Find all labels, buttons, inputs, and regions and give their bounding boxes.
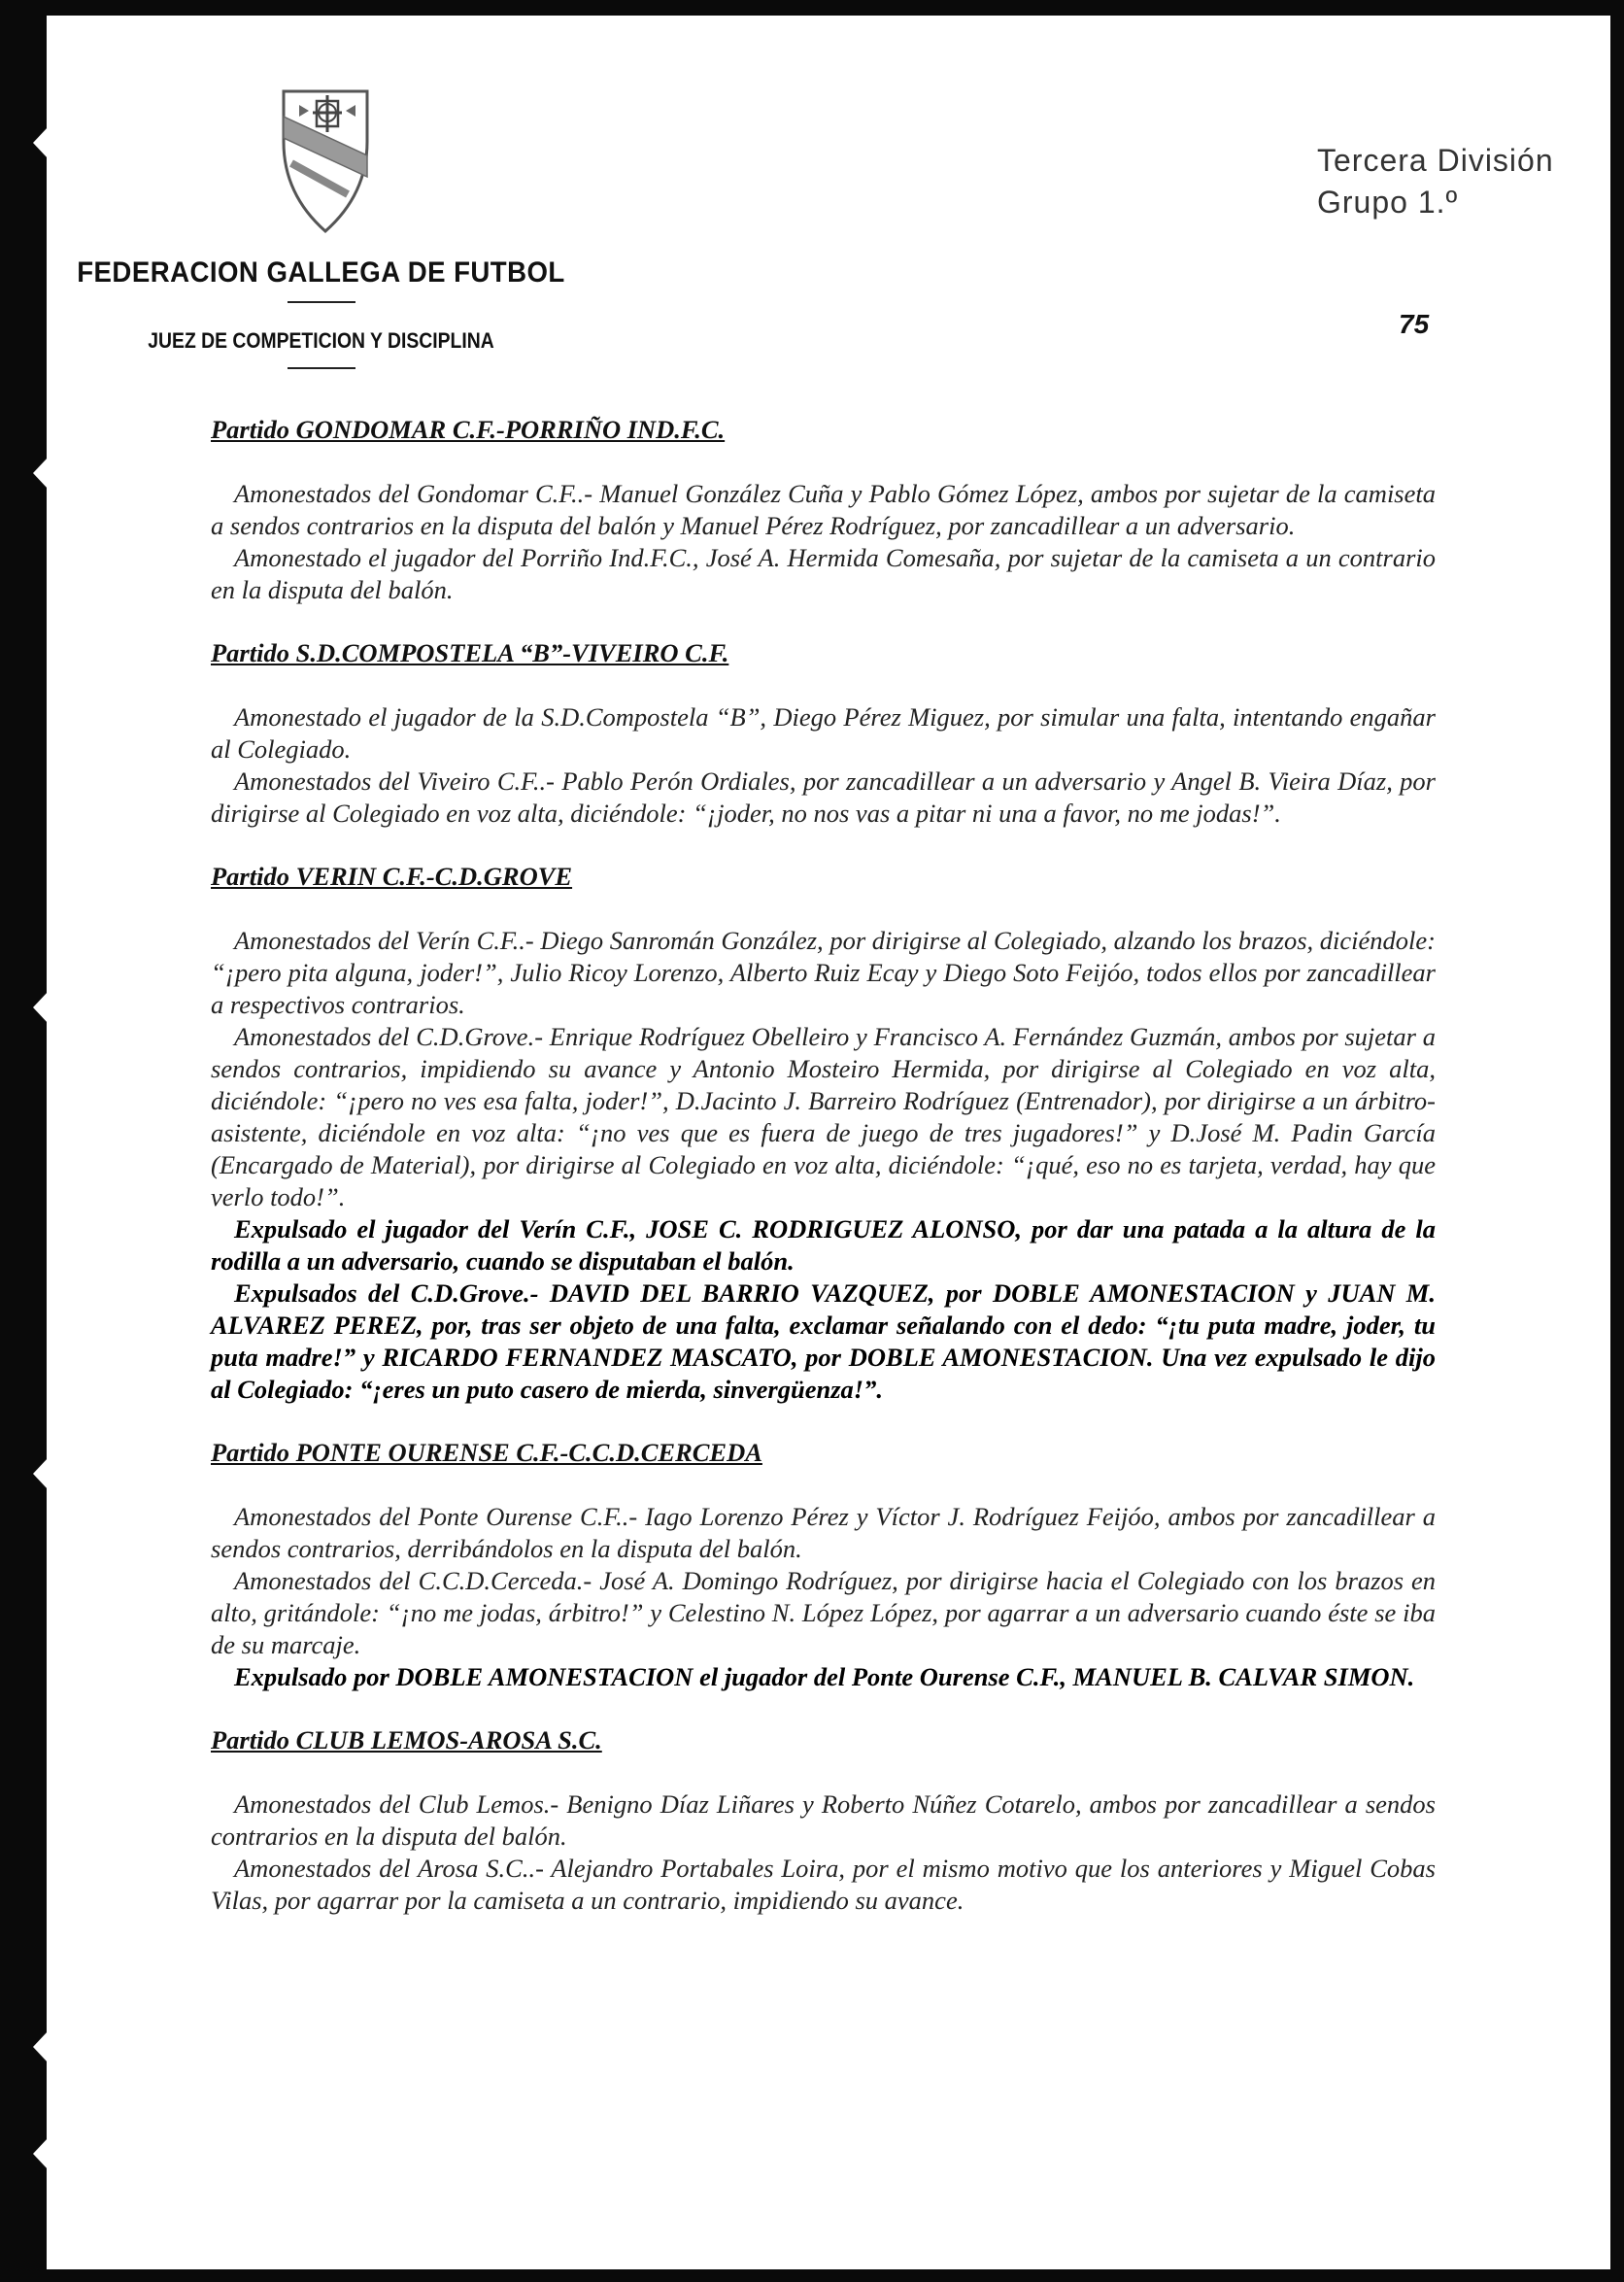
document-page bbox=[47, 16, 1610, 2269]
match-section bbox=[211, 414, 1436, 606]
expulsion-paragraph: Expulsados del C.D.Grove.- DAVID DEL BARRIO VAZQUEZ, por DOBLE AMONESTACION y JUAN M. ALVAREZ PEREZ, por, tras ser objeto de una falta, exclamar señalando con el dedo: “¡tu puta madre, joder, tu puta madre!” y RICARDO FERNANDEZ MASCATO, por DOBLE AMONESTACION. Una vez expulsado le dijo al Colegiado: “¡eres un puto casero de mierda, sinvergüenza!”. bbox=[211, 1278, 1436, 1404]
federation-shield-icon bbox=[280, 87, 371, 235]
match-title: Partido CLUB LEMOS-AROSA S.C. bbox=[211, 1725, 602, 1754]
caution-paragraph: Amonestados del Arosa S.C..- Alejandro Portabales Loira, por el mismo motivo que los anteriores y Miguel Cobas Vilas, por agarrar por la camiseta a un contrario, impidiendo su avance. bbox=[211, 1854, 1436, 1915]
page-number: 75 bbox=[1399, 309, 1430, 339]
expulsion-paragraph: Expulsado el jugador del Verín C.F., JOSE C. RODRIGUEZ ALONSO, por dar una patada a la altura de la rodilla a un adversario, cuando se disputaban el balón. bbox=[211, 1214, 1436, 1276]
match-title: Partido GONDOMAR C.F.-PORRIÑO IND.F.C. bbox=[211, 415, 726, 444]
caution-paragraph: Amonestado el jugador de la S.D.Compostela “B”, Diego Pérez Miguez, por simular una falta, intentando engañar al Colegiado. bbox=[211, 702, 1436, 764]
caution-paragraph: Amonestados del Gondomar C.F..- Manuel González Cuña y Pablo Gómez López, ambos por sujetar de la camiseta a sendos contrarios en la disputa del balón y Manuel Pérez Rodríguez, por zancadillear a un adversario. bbox=[211, 479, 1436, 540]
division-name: Tercera División bbox=[1317, 143, 1554, 178]
match-section bbox=[211, 861, 1436, 1406]
division-label bbox=[1317, 140, 1554, 223]
match-section bbox=[211, 1724, 1436, 1917]
document-body bbox=[211, 414, 1436, 1948]
caution-paragraph: Amonestados del Viveiro C.F..- Pablo Perón Ordiales, por zancadillear a un adversario y Angel B. Vieira Díaz, por dirigirse al Colegiado en voz alta, diciéndole: “¡joder, no nos vas a pitar ni una a favor, no me jodas!”. bbox=[211, 766, 1436, 828]
match-section bbox=[211, 1437, 1436, 1693]
caution-paragraph: Amonestados del C.D.Grove.- Enrique Rodríguez Obelleiro y Francisco A. Fernández Guzmán, ambos por sujetar a sendos contrarios, impidiendo su avance y Antonio Mosteiro Hermida, por dirigirse al Colegiado en voz alta, diciéndole: “¡pero no ves esa falta, joder!”, D.Jacinto J. Barreiro Rodríguez (Entrenador), por dirigirse a un árbitro-asistente, diciéndole en voz alta: “¡no ves que es fuera de juego de tres jugadores!” y D.José M. Padin García (Encargado de Material), por dirigirse al Colegiado en voz alta, diciéndole: “¡qué, eso no es tarjeta, verdad, hay que verlo todo!”. bbox=[211, 1022, 1436, 1211]
caution-paragraph: Amonestado el jugador del Porriño Ind.F.C., José A. Hermida Comesaña, por sujetar de la camiseta a un contrario en la disputa del balón. bbox=[211, 543, 1436, 604]
match-title: Partido VERIN C.F.-C.D.GROVE bbox=[211, 862, 573, 891]
match-title: Partido S.D.COMPOSTELA “B”-VIVEIRO C.F. bbox=[211, 638, 729, 667]
department-name: JUEZ DE COMPETICION Y DISCIPLINA bbox=[148, 328, 494, 353]
caution-paragraph: Amonestados del C.C.D.Cerceda.- José A. Domingo Rodríguez, por dirigirse hacia el Colegiado con los brazos en alto, gritándole: “¡no me jodas, árbitro!” y Celestino N. López López, por agarrar a un adversario cuando éste se iba de su marcaje. bbox=[211, 1566, 1436, 1659]
caution-paragraph: Amonestados del Ponte Ourense C.F..- Iago Lorenzo Pérez y Víctor J. Rodríguez Feijóo, ambos por zancadillear a sendos contrarios, derribándolos en la disputa del balón. bbox=[211, 1502, 1436, 1563]
match-section bbox=[211, 637, 1436, 830]
header-divider bbox=[288, 301, 355, 303]
match-title: Partido PONTE OURENSE C.F.-C.C.D.CERCEDA bbox=[211, 1438, 762, 1467]
division-group: Grupo 1.º bbox=[1317, 185, 1459, 220]
scan-left-edge bbox=[0, 0, 47, 2282]
caution-paragraph: Amonestados del Club Lemos.- Benigno Díaz Liñares y Roberto Núñez Cotarelo, ambos por zancadillear a sendos contrarios en la disputa del balón. bbox=[211, 1789, 1436, 1851]
header-divider bbox=[288, 367, 355, 369]
expulsion-paragraph: Expulsado por DOBLE AMONESTACION el jugador del Ponte Ourense C.F., MANUEL B. CALVAR SIMON. bbox=[234, 1662, 1415, 1691]
organization-name: FEDERACION GALLEGA DE FUTBOL bbox=[77, 256, 565, 289]
caution-paragraph: Amonestados del Verín C.F..- Diego Sanromán González, por dirigirse al Colegiado, alzando los brazos, diciéndole: “¡pero pita alguna, joder!”, Julio Ricoy Lorenzo, Alberto Ruiz Ecay y Diego Soto Feijóo, todos ellos por zancadillear a respectivos contrarios. bbox=[211, 926, 1436, 1019]
